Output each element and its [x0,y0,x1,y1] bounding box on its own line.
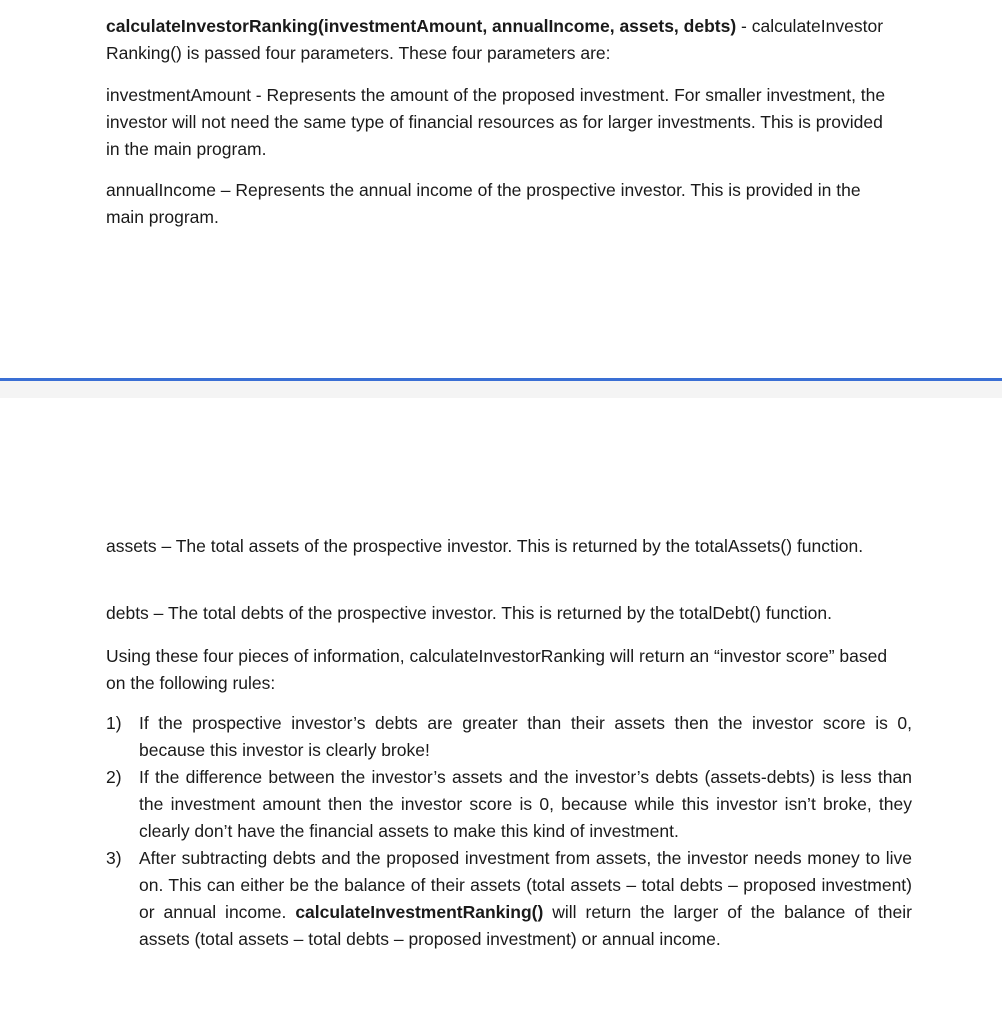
rule-text-after: will return the larger of the balance of their assets (total assets – total debts – proposed investment) or annual income. [139,902,912,949]
param-investment-amount: investmentAmount - Represents the amount of the proposed investment. For smaller investment, the investor will not need the same type of financial resources as for larger investments. This is provided in the main program. [106,85,886,159]
function-intro: - calculateInvestor Ranking() is passed four parameters. These four parameters are: [106,16,884,63]
rule-text-before: After subtracting debts and the proposed investment from assets, the investor needs money to live on. This can either be the balance of their assets (total assets – total debts – proposed investment) or annual income. [139,848,912,922]
rules-intro: Using these four pieces of information, calculateInvestorRanking will return an “investor score” based on the following rules: [106,646,888,693]
list-item [106,710,912,764]
param-assets: assets – The total assets of the prospective investor. This is returned by the totalAssets() function. [106,536,864,556]
rules-list [106,710,912,953]
rule-function-name: calculateInvestmentRanking() [295,902,544,922]
list-item [106,764,912,845]
document-page-bottom [0,398,1002,1024]
list-number: 1) [106,713,122,733]
param-annual-income: annualIncome – Represents the annual income of the prospective investor. This is provided in the main program. [106,180,861,227]
document-page-top [0,0,1002,378]
param-debts: debts – The total debts of the prospective investor. This is returned by the totalDebt() function. [106,603,833,623]
list-number: 2) [106,767,122,787]
function-description [106,13,896,67]
page-gap [0,381,1002,399]
rule-text: If the prospective investor’s debts are greater than their assets then the investor score is 0, because this investor is clearly broke! [139,713,912,760]
function-signature: calculateInvestorRanking(investmentAmount, annualIncome, assets, debts) [106,16,737,36]
list-item [106,845,912,953]
rule-text: If the difference between the investor’s assets and the investor’s debts (assets-debts) is less than the investment amount then the investor score is 0, because while this investor isn’t broke, they clearly don’t have the financial assets to make this kind of investment. [139,767,912,841]
list-number: 3) [106,848,122,868]
